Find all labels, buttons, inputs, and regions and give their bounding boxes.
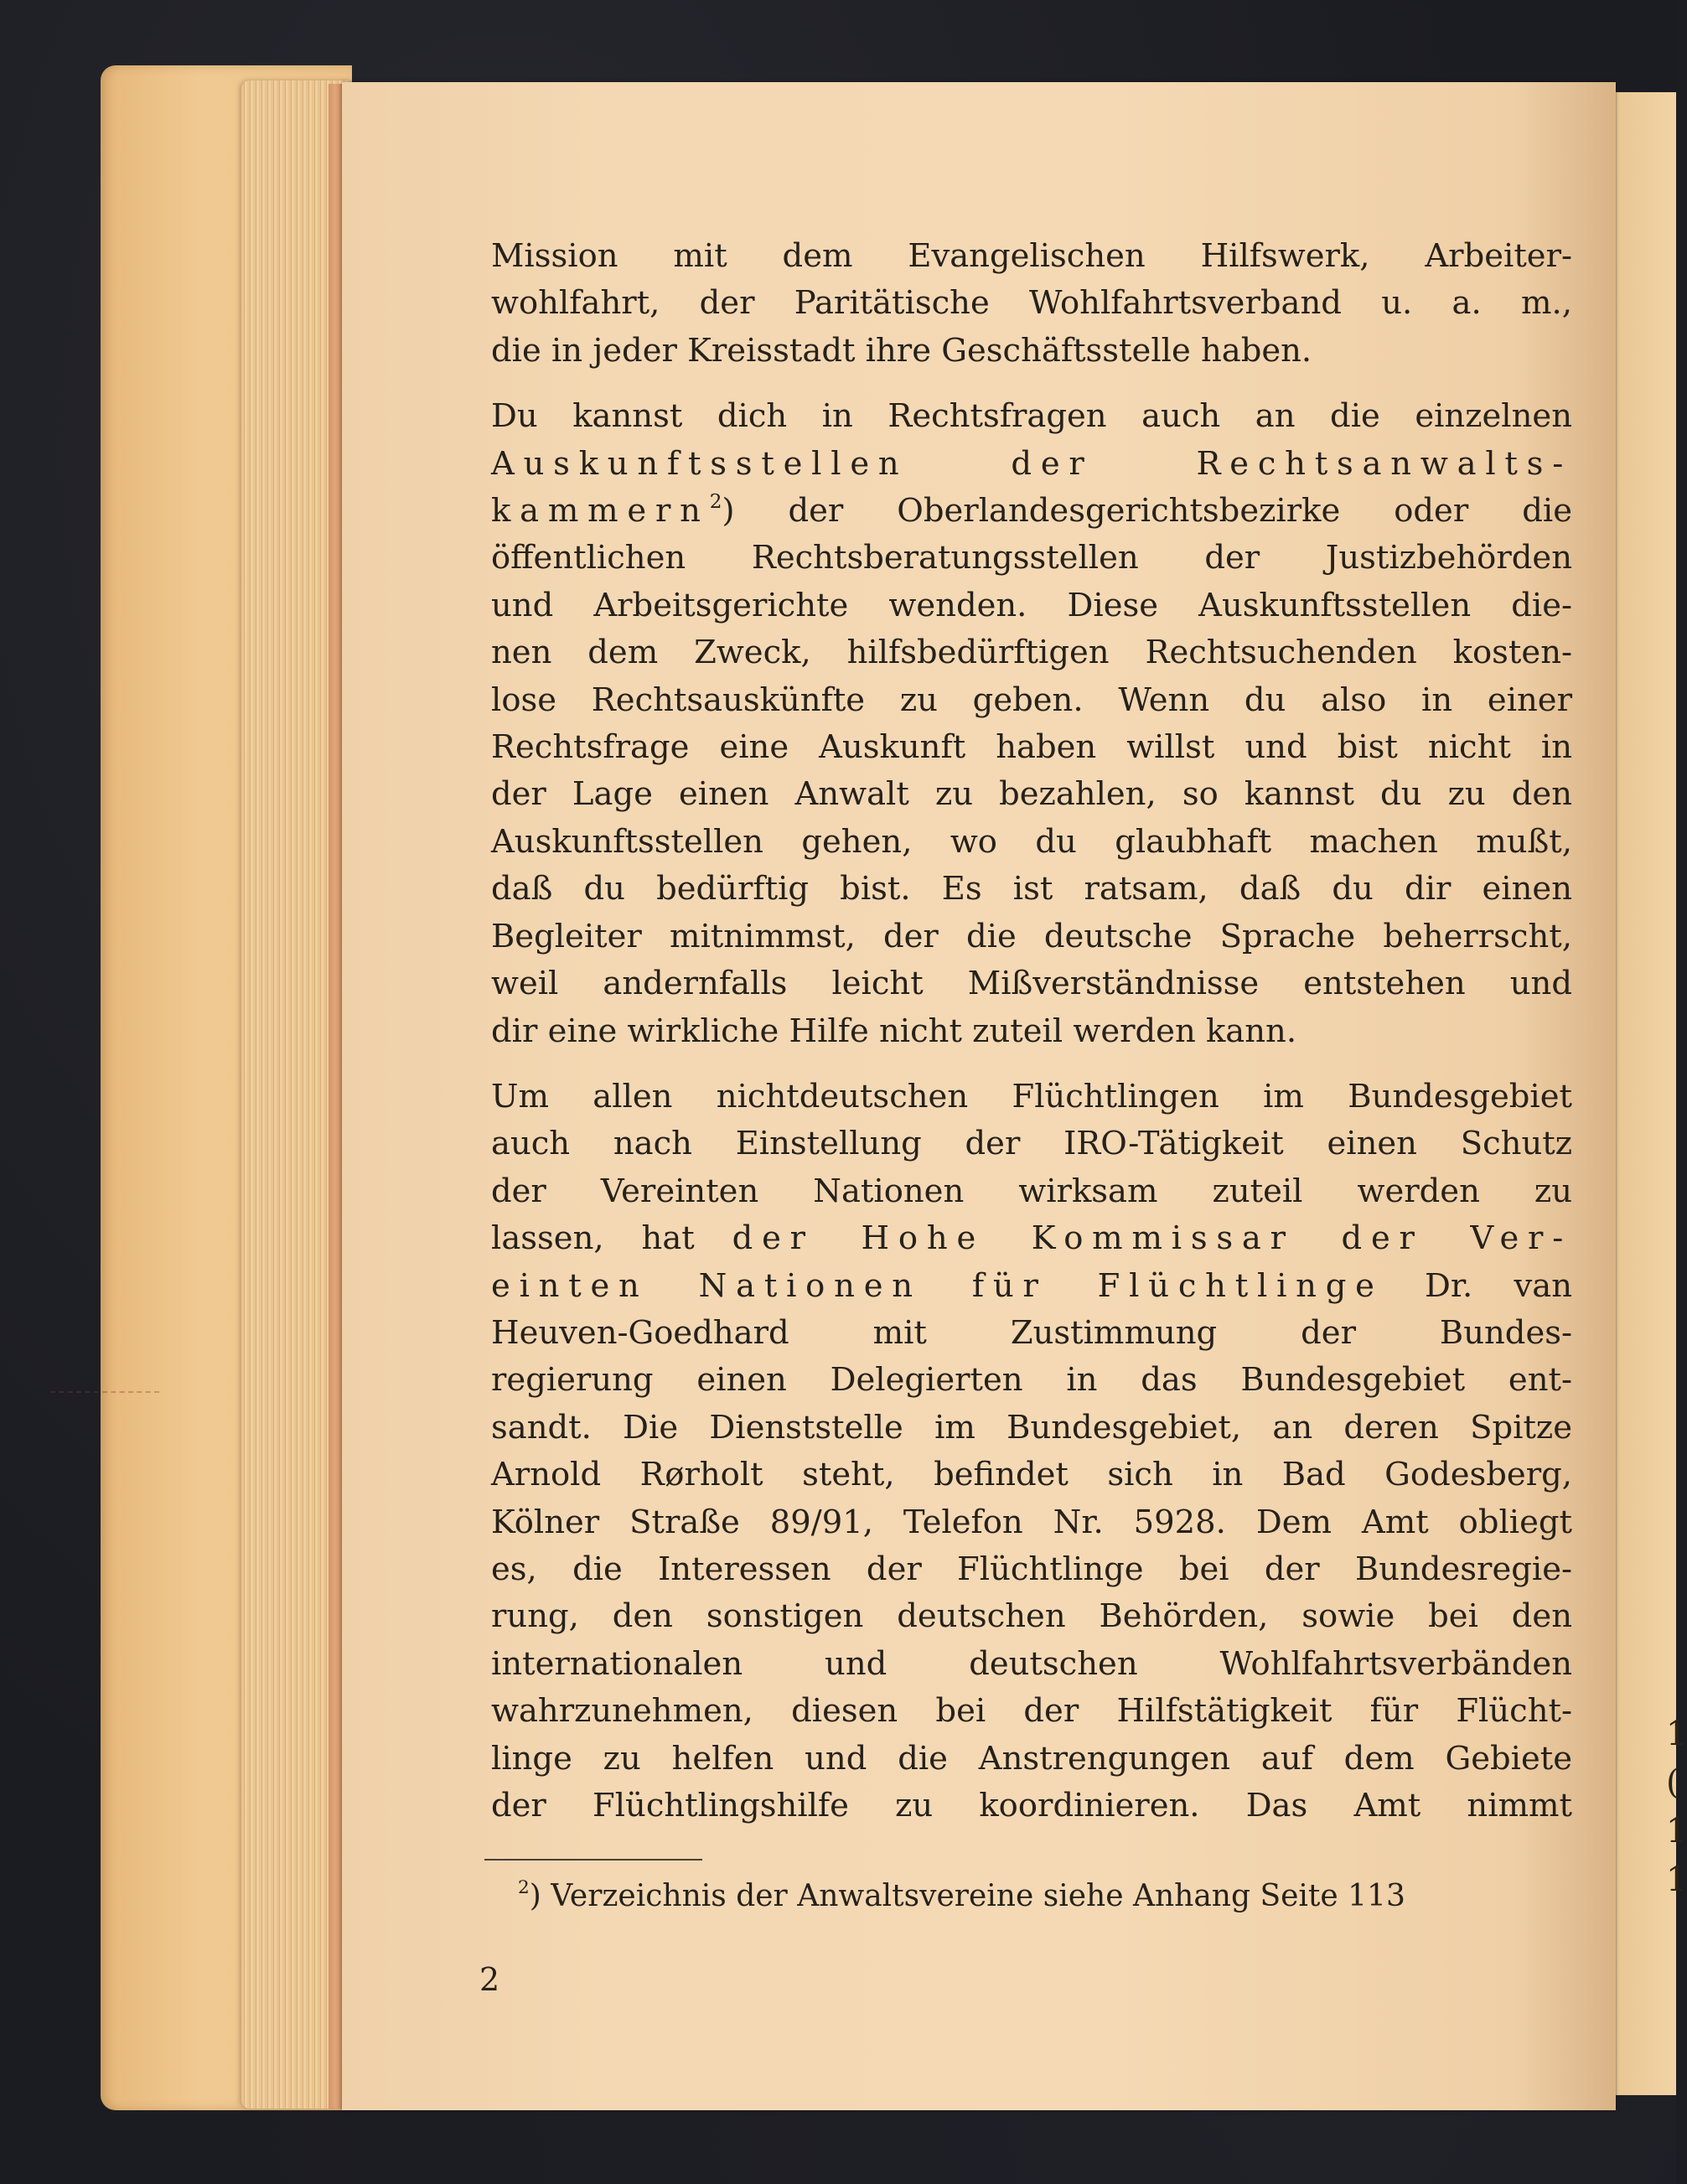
next-page-glyph: ( (1666, 1763, 1679, 1802)
cover-crease (50, 1391, 159, 1398)
text-line: Kölner Straße 89/91, Telefon Nr. 5928. Dem Amt obliegt (491, 1503, 1572, 1541)
footnote-reference: 2 (709, 490, 722, 513)
text-line: Mission mit dem Evangelischen Hilfswerk, Arbeiter- (491, 237, 1572, 275)
page-stack-shadow (329, 84, 342, 2109)
text-line-spaced: Auskunftsstellen der Rechtsanwalts- (491, 444, 1572, 483)
footnote (518, 1876, 1574, 1917)
paragraph-2 (491, 393, 1572, 1055)
text-line: sandt. Die Dienststelle im Bundesgebiet, an deren Spitze (491, 1408, 1572, 1447)
text-line: lose Rechtsauskünfte zu geben. Wenn du also in einer (491, 681, 1572, 719)
text-line: Arnold Rørholt steht, befindet sich in Bad Godesberg, (491, 1456, 1572, 1494)
text-line: Begleiter mitnimmst, der die deutsche Sprache beherrscht, (491, 917, 1572, 955)
page-number: 2 (479, 1961, 500, 1998)
text-line: die in jeder Kreisstadt ihre Geschäftsstelle haben. (491, 331, 1312, 370)
text-line: Auskunftsstellen gehen, wo du glaubhaft machen mußt, (491, 822, 1572, 861)
text-line (491, 1215, 1572, 1262)
text-line: rung, den sonstigen deutschen Behörden, sowie bei den (491, 1597, 1572, 1636)
text-line (491, 488, 1572, 535)
paragraph-3 (491, 1074, 1572, 1830)
text-line: regierung einen Delegierten in das Bundesgebiet ent- (491, 1361, 1572, 1400)
next-page-glyph: 1 (1666, 1715, 1687, 1753)
next-page-glyphs (1666, 1710, 1687, 1904)
text-line: der Flüchtlingshilfe zu koordinieren. Das Amt nimmt (491, 1787, 1572, 1824)
text-line: nen dem Zweck, hilfsbedürftigen Rechtsuchenden kosten- (491, 634, 1572, 672)
text-line: weil andernfalls leicht Mißverständnisse entstehen und (491, 965, 1572, 1003)
text-line: und Arbeitsgerichte wenden. Diese Auskunftsstellen die- (491, 586, 1572, 624)
text-line (491, 1263, 1572, 1310)
text-line: daß du bedürftig bist. Es ist ratsam, daß du dir einen (491, 870, 1572, 908)
text-line: internationalen und deutschen Wohlfahrtsverbänden (491, 1644, 1572, 1683)
text-line: linge zu helfen und die Anstrengungen auf dem Gebiete (491, 1739, 1572, 1778)
spaced-word: kammern (491, 492, 710, 530)
spaced-phrase: einten Nationen für Flüchtlinge (491, 1266, 1384, 1305)
footnote-divider (484, 1859, 702, 1861)
footnote-marker: 2 (518, 1876, 530, 1898)
text-line: der Vereinten Nationen wirksam zuteil werden zu (491, 1172, 1572, 1210)
text-line: dir eine wirkliche Hilfe nicht zuteil werden kann. (491, 1012, 1297, 1050)
text-line: der Lage einen Anwalt zu bezahlen, so kannst du zu den (491, 775, 1572, 814)
text-line: wohlfahrt, der Paritätische Wohlfahrtsverband u. a. m., (491, 284, 1572, 323)
next-page-glyph: 1 (1666, 1812, 1687, 1850)
text-fragment: ) der Oberlandesgerichtsbezirke oder die (722, 492, 1572, 530)
text-line: Rechtsfrage eine Auskunft haben willst und bist nicht in (491, 728, 1572, 767)
text-fragment: Dr. van (1383, 1266, 1572, 1305)
text-line: auch nach Einstellung der IRO-Tätigkeit einen Schutz (491, 1125, 1572, 1163)
paragraph-1 (491, 233, 1572, 375)
text-line: Um allen nichtdeutschen Flüchtlingen im Bundesgebiet (491, 1077, 1572, 1115)
text-line: wahrzunehmen, diesen bei der Hilfstätigkeit für Flücht- (491, 1692, 1572, 1731)
spaced-phrase: der Hohe Kommissar der Ver- (732, 1219, 1572, 1258)
text-fragment: lassen, hat (491, 1219, 732, 1258)
page-body-text (491, 233, 1572, 1848)
text-line: Heuven-Goedhard mit Zustimmung der Bundes- (491, 1313, 1572, 1352)
text-line: öffentlichen Rechtsberatungsstellen der Justizbehörden (491, 539, 1572, 577)
next-page-glyph: 1 (1666, 1861, 1687, 1899)
text-line: es, die Interessen der Flüchtlinge bei der Bundesregie- (491, 1550, 1572, 1588)
text-line: Du kannst dich in Rechtsfragen auch an die einzelnen (491, 397, 1572, 436)
footnote-text: ) Verzeichnis der Anwaltsvereine siehe Anhang Seite 113 (529, 1879, 1405, 1913)
